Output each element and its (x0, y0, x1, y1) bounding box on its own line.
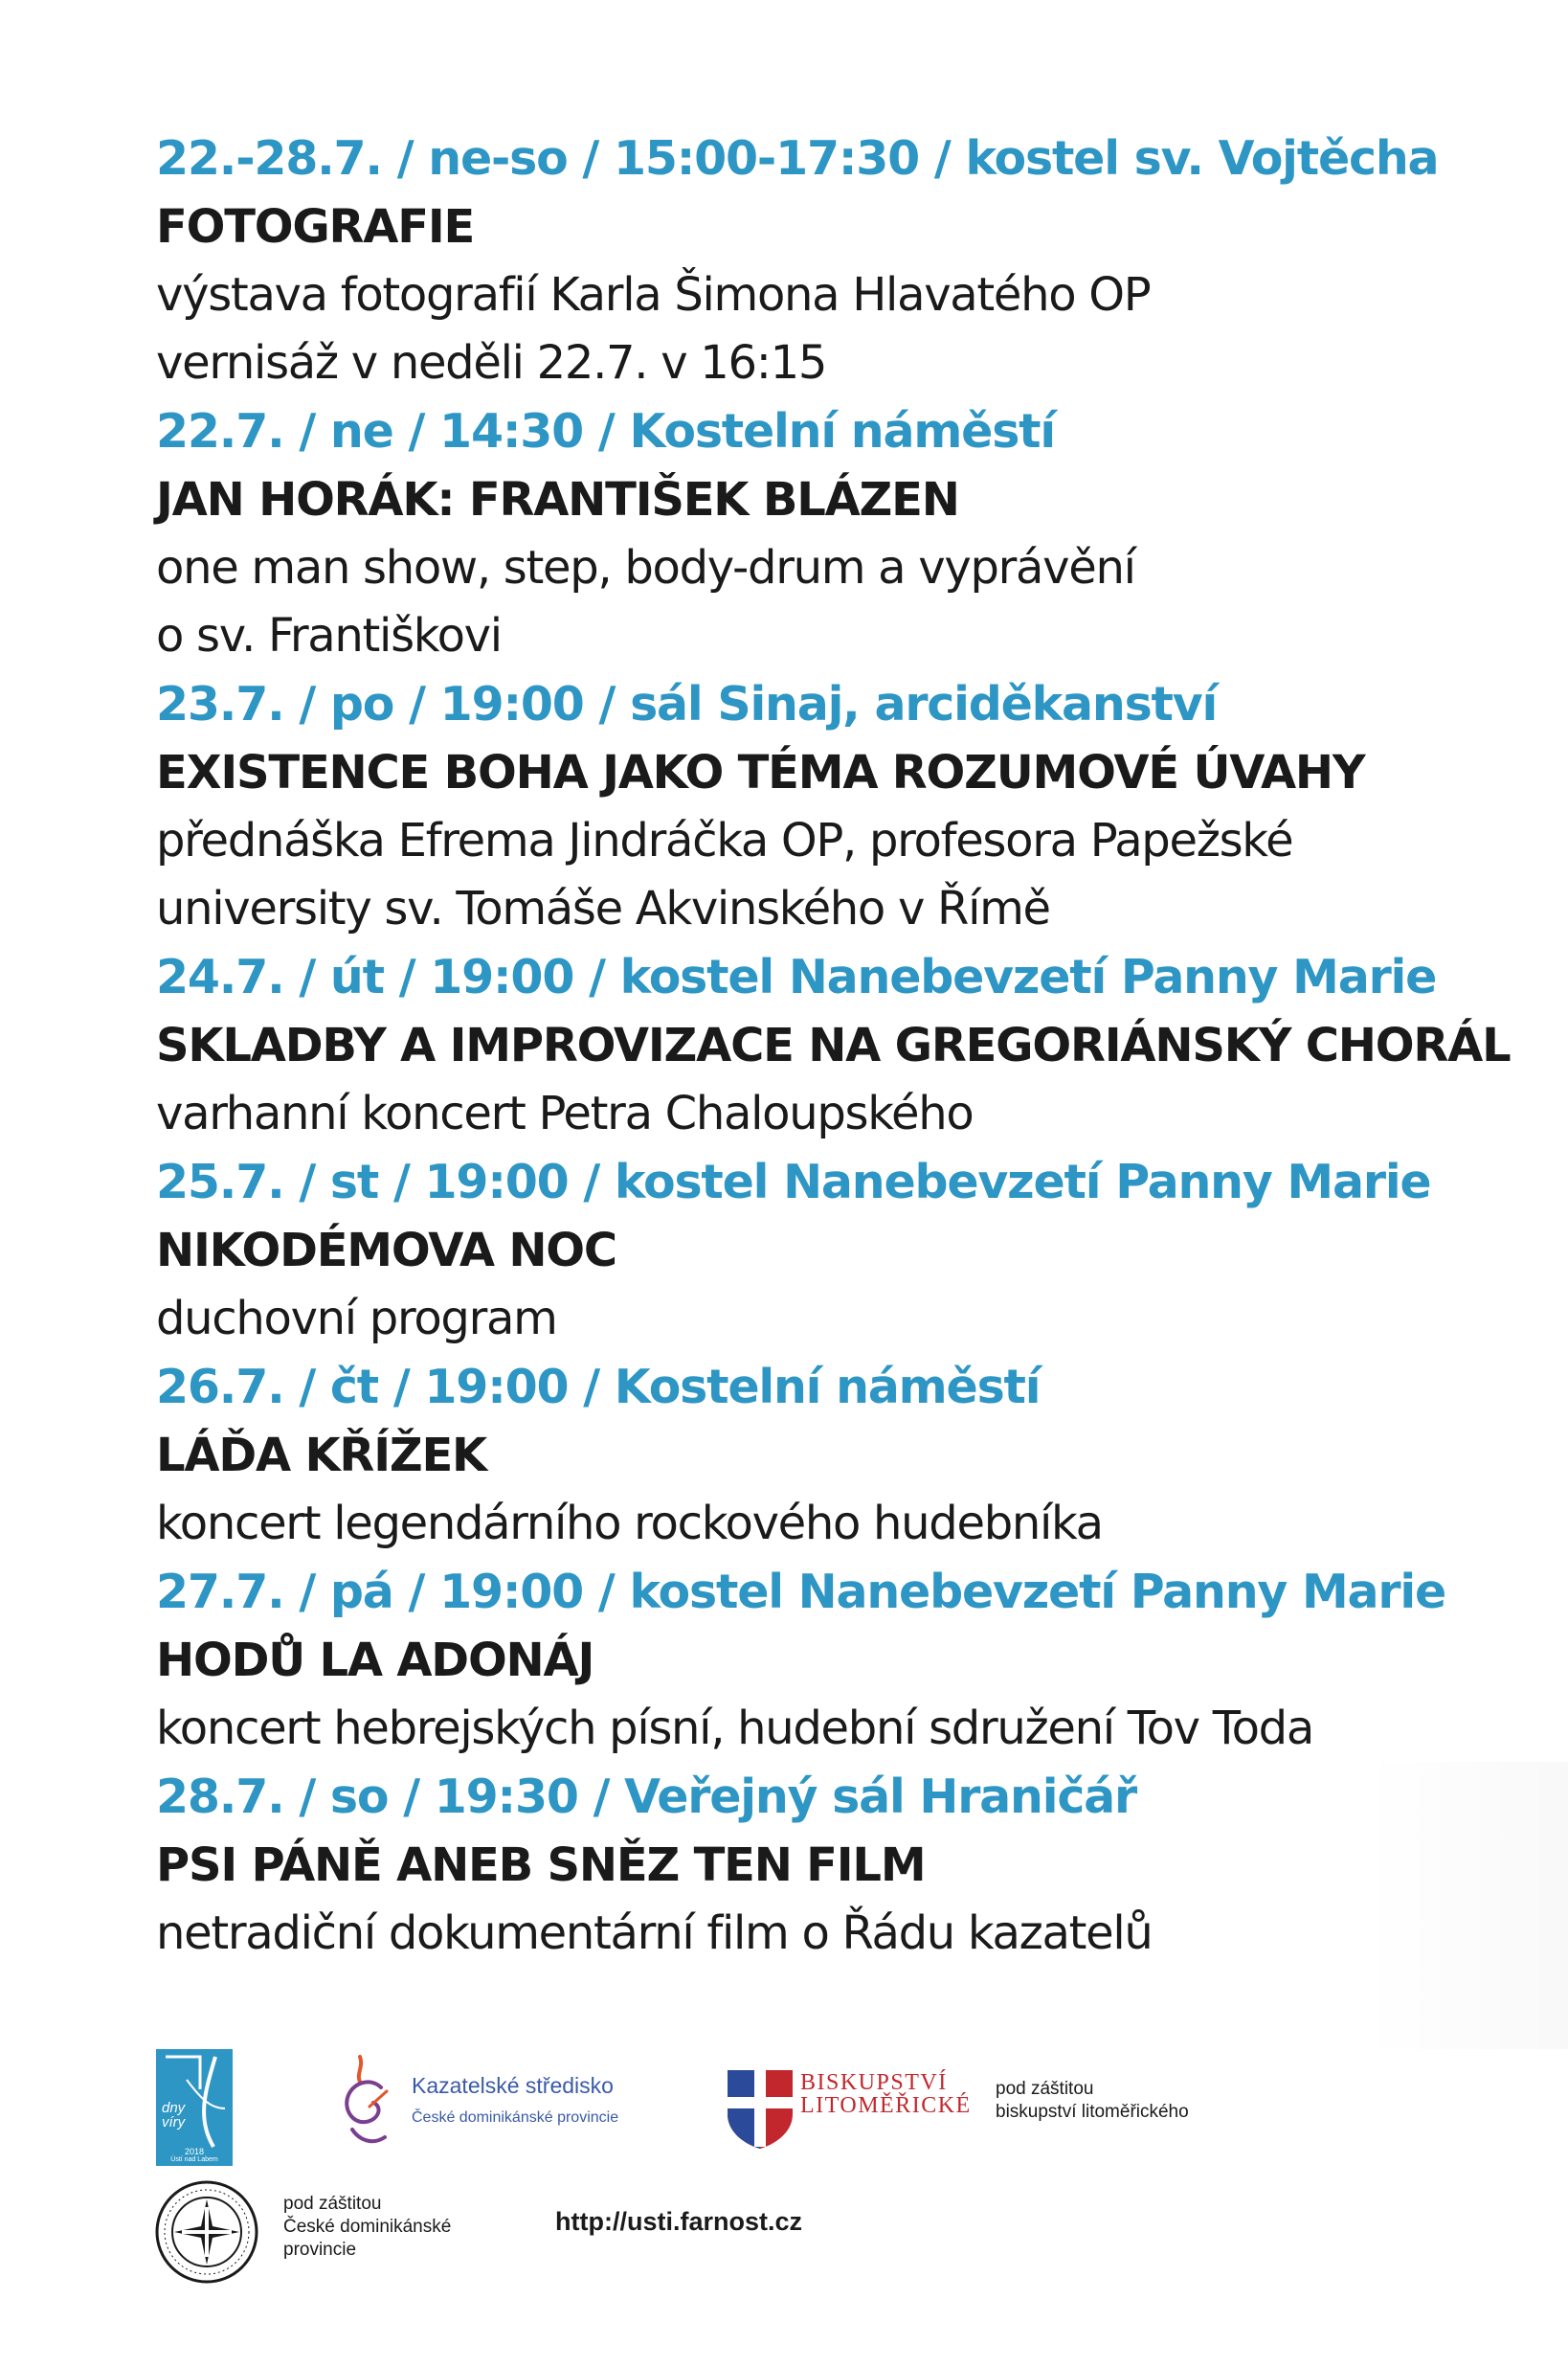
dny-viry-line1: dny (162, 2100, 186, 2116)
event-item (156, 1148, 1534, 1353)
event-description (156, 534, 1534, 670)
biskupstvi-name-line2: LITOMĚŘICKÉ (800, 2093, 972, 2118)
event-description-line: vernisáž v neděli 22.7. v 16:15 (156, 336, 827, 390)
event-date-venue: 24.7. / út / 19:00 / kostel Nanebevzetí Panny Marie (156, 950, 1437, 1004)
event-item (156, 670, 1534, 943)
event-title: FOTOGRAFIE (156, 200, 475, 254)
event-description-line: výstava fotografií Karla Šimona Hlavatého OP (156, 268, 1151, 322)
event-description-line: přednáška Efrema Jindráčka OP, profesora Papežské (156, 814, 1293, 868)
dominican-patronage-line1: pod záštitou (283, 2194, 382, 2214)
parish-website-link[interactable]: http://usti.farnost.cz (555, 2207, 802, 2236)
event-description-line: varhanní koncert Petra Chaloupského (156, 1087, 974, 1140)
biskupstvi-name-line1: BISKUPSTVÍ (800, 2070, 948, 2095)
biskupstvi-patronage (996, 2078, 1189, 2124)
biskupstvi-name (800, 2071, 972, 2117)
kazatelske-stredisko-logo-icon (331, 2049, 408, 2154)
dny-viry-text (162, 2101, 185, 2130)
event-description (156, 1900, 1534, 1968)
event-description (156, 1695, 1534, 1763)
dominican-patronage-line3: provincie (283, 2240, 357, 2260)
dominican-patronage (283, 2193, 451, 2262)
event-description (156, 1080, 1534, 1148)
dominican-patronage-line2: České dominikánské (283, 2217, 452, 2237)
event-item (156, 397, 1534, 670)
biskupstvi-shield-icon (726, 2068, 795, 2151)
dny-viry-place: Ústí nad Labem (170, 2156, 218, 2163)
event-title: SKLADBY A IMPROVIZACE NA GREGORIÁNSKÝ CHORÁL (156, 1019, 1511, 1072)
event-item (156, 943, 1534, 1148)
event-title: NIKODÉMOVA NOC (156, 1224, 616, 1277)
event-description (156, 1285, 1534, 1353)
event-item (156, 1353, 1534, 1558)
kazatelske-stredisko-name: Kazatelské středisko (412, 2073, 614, 2098)
biskupstvi-patronage-line1: pod záštitou (996, 2079, 1094, 2099)
event-description-line: koncert legendárního rockového hudebníka (156, 1497, 1103, 1550)
event-description-line: koncert hebrejských písní, hudební sdružení Tov Toda (156, 1702, 1313, 1755)
event-program (156, 124, 1534, 1968)
event-description (156, 261, 1534, 397)
event-title: HODŮ LA ADONÁJ (156, 1634, 594, 1687)
event-item (156, 1763, 1534, 1968)
event-date-venue: 22.-28.7. / ne-so / 15:00-17:30 / kostel sv. Vojtěcha (156, 131, 1439, 186)
event-date-venue: 28.7. / so / 19:30 / Veřejný sál Hraničář (156, 1770, 1136, 1824)
event-description-line: netradiční dokumentární film o Řádu kazatelů (156, 1906, 1153, 1960)
event-date-venue: 25.7. / st / 19:00 / kostel Nanebevzetí Panny Marie (156, 1155, 1431, 1209)
event-description-line: university sv. Tomáše Akvinského v Římě (156, 882, 1050, 936)
kazatelske-stredisko-subtitle: České dominikánské provincie (412, 2109, 619, 2126)
event-title: PSI PÁNĚ ANEB SNĚZ TEN FILM (156, 1838, 926, 1892)
event-description (156, 807, 1534, 943)
event-description (156, 1490, 1534, 1558)
dny-viry-line2: víry (162, 2114, 186, 2130)
biskupstvi-patronage-line2: biskupství litoměřického (996, 2102, 1189, 2122)
event-date-venue: 27.7. / pá / 19:00 / kostel Nanebevzetí Panny Marie (156, 1565, 1445, 1619)
dny-viry-logo (156, 2049, 233, 2166)
event-description-line: one man show, step, body-drum a vyprávění (156, 541, 1135, 595)
event-item (156, 124, 1534, 397)
event-item (156, 1558, 1534, 1763)
event-date-venue: 26.7. / čt / 19:00 / Kostelní náměstí (156, 1360, 1041, 1414)
dominican-seal-icon (153, 2178, 260, 2286)
event-description-line: duchovní program (156, 1292, 557, 1345)
event-date-venue: 23.7. / po / 19:00 / sál Sinaj, arciděkanství (156, 677, 1218, 732)
event-title: EXISTENCE BOHA JAKO TÉMA ROZUMOVÉ ÚVAHY (156, 746, 1365, 800)
event-description-line: o sv. Františkovi (156, 609, 502, 663)
dny-viry-year: 2018 (184, 2147, 205, 2156)
event-date-venue: 22.7. / ne / 14:30 / Kostelní náměstí (156, 404, 1055, 459)
event-title: JAN HORÁK: FRANTIŠEK BLÁZEN (156, 473, 959, 527)
event-title: LÁĎA KŘÍŽEK (156, 1429, 487, 1482)
